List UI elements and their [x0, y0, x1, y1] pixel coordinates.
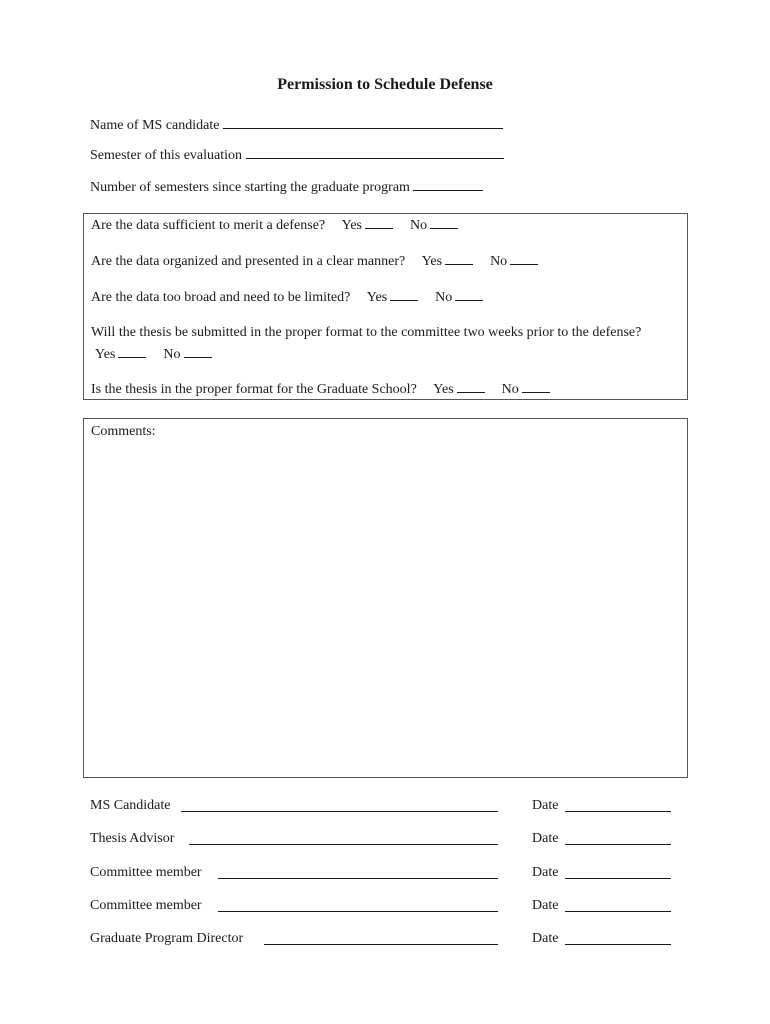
question-4	[91, 322, 651, 366]
question-1-no-label: No	[410, 218, 428, 233]
question-3-no-field[interactable]	[455, 288, 483, 301]
question-3-yes-label: Yes	[366, 290, 388, 305]
signature-field-candidate[interactable]	[181, 811, 498, 812]
signature-label-advisor: Thesis Advisor	[90, 831, 175, 846]
date-label-advisor: Date	[532, 831, 559, 846]
question-5-no-field[interactable]	[522, 380, 550, 393]
signature-label-committee-2: Committee member	[90, 898, 202, 913]
comments-label: Comments:	[91, 424, 156, 439]
semester-row	[90, 146, 504, 165]
question-1-yes-field[interactable]	[365, 216, 393, 229]
question-3-no-label: No	[435, 290, 453, 305]
date-field-committee-2[interactable]	[565, 911, 671, 912]
question-4-text: Will the thesis be submitted in the proper format to the committee two weeks prior to the defense?	[91, 325, 642, 340]
date-label-candidate: Date	[532, 798, 559, 813]
signature-field-committee-1[interactable]	[218, 878, 498, 879]
question-2-yes-field[interactable]	[445, 252, 473, 265]
semester-field[interactable]	[246, 146, 504, 159]
signature-label-candidate: MS Candidate	[90, 798, 171, 813]
question-2-no-field[interactable]	[510, 252, 538, 265]
date-field-director[interactable]	[565, 944, 671, 945]
num-semesters-field[interactable]	[413, 178, 483, 191]
question-3	[91, 287, 483, 309]
question-3-text: Are the data too broad and need to be limited?	[91, 290, 351, 305]
num-semesters-label: Number of semesters since starting the graduate program	[90, 180, 410, 195]
question-5-text: Is the thesis in the proper format for the Graduate School?	[91, 382, 417, 397]
question-2-text: Are the data organized and presented in a clear manner?	[91, 254, 406, 269]
question-1-no-field[interactable]	[430, 216, 458, 229]
semester-label: Semester of this evaluation	[90, 148, 243, 163]
question-4-no-field[interactable]	[184, 345, 212, 358]
signature-field-committee-2[interactable]	[218, 911, 498, 912]
question-3-yes-field[interactable]	[390, 288, 418, 301]
signature-label-committee-1: Committee member	[90, 865, 202, 880]
question-2-no-label: No	[490, 254, 508, 269]
signature-label-director: Graduate Program Director	[90, 931, 244, 946]
question-1-text: Are the data sufficient to merit a defense?	[91, 218, 326, 233]
date-label-committee-1: Date	[532, 865, 559, 880]
num-semesters-row	[90, 178, 483, 197]
signature-field-director[interactable]	[264, 944, 498, 945]
question-4-no-label: No	[163, 347, 181, 362]
question-4-yes-label: Yes	[95, 347, 116, 362]
date-field-advisor[interactable]	[565, 844, 671, 845]
date-label-committee-2: Date	[532, 898, 559, 913]
candidate-name-label: Name of MS candidate	[90, 118, 220, 133]
candidate-name-row	[90, 116, 503, 135]
form-title: Permission to Schedule Defense	[277, 76, 493, 93]
date-field-committee-1[interactable]	[565, 878, 671, 879]
date-label-director: Date	[532, 931, 559, 946]
question-5-no-label: No	[501, 382, 519, 397]
question-1-yes-label: Yes	[341, 218, 362, 233]
candidate-name-field[interactable]	[223, 116, 503, 129]
question-5	[91, 379, 550, 401]
date-field-candidate[interactable]	[565, 811, 671, 812]
question-1	[91, 215, 458, 237]
question-5-yes-label: Yes	[433, 382, 454, 397]
question-2-yes-label: Yes	[421, 254, 443, 269]
questions-box	[83, 213, 688, 400]
signature-field-advisor[interactable]	[189, 844, 498, 845]
comments-box[interactable]	[83, 418, 688, 778]
question-5-yes-field[interactable]	[457, 380, 485, 393]
question-2	[91, 251, 538, 273]
question-4-yes-field[interactable]	[118, 345, 146, 358]
